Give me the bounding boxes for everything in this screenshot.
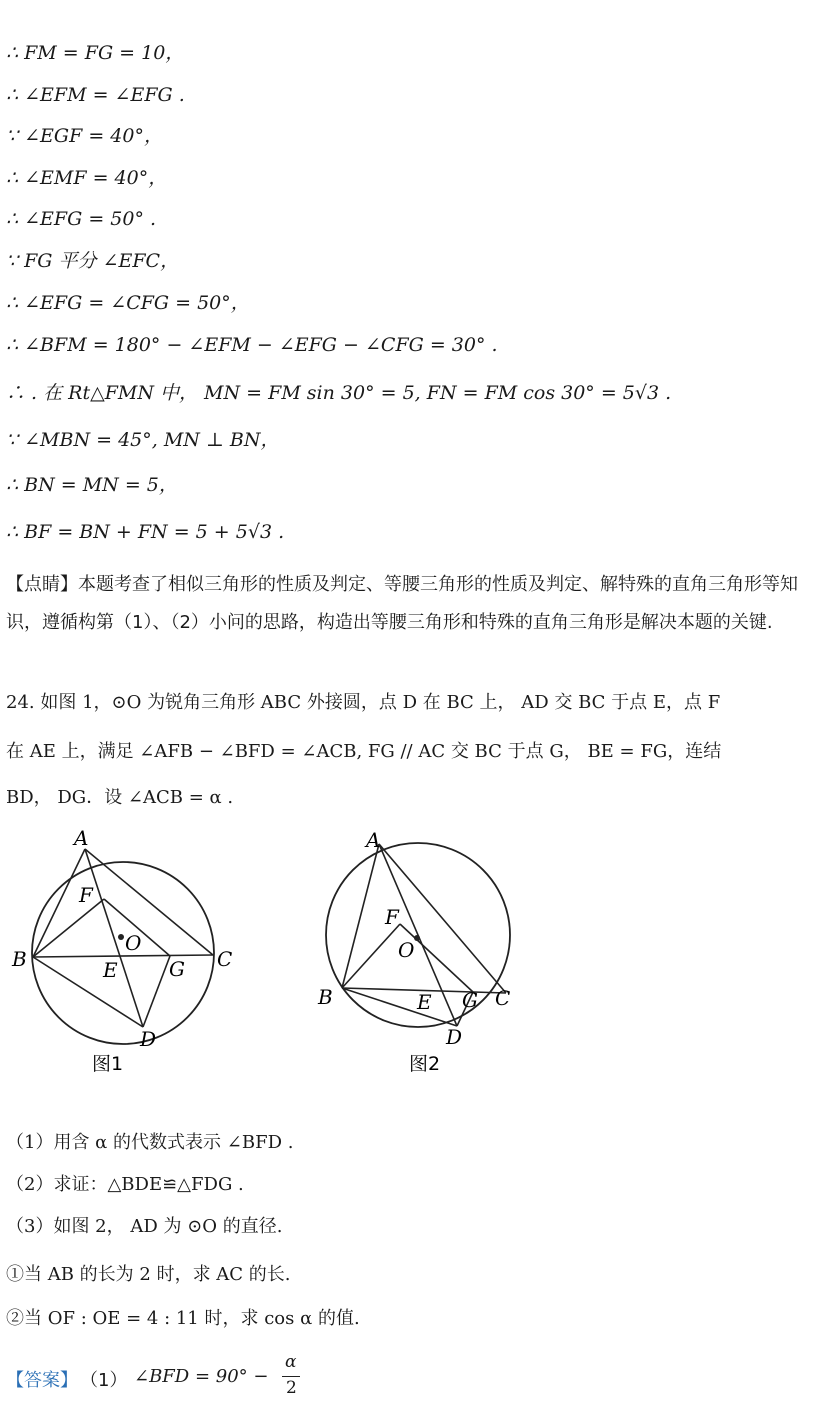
problem-line-2: 在 AE 上，满足 ∠AFB − ∠BFD = ∠ACB, FG // AC 交 BC 于点 G， BE = FG，连结 (6, 741, 722, 762)
answer-frac-bar (282, 1376, 300, 1377)
fig1-label-O: O (125, 931, 142, 955)
fig2-label-A: A (366, 828, 381, 852)
solution-line-1: ∴ FM = FG = 10， (6, 42, 185, 64)
answer-frac-den: 2 (286, 1378, 297, 1398)
comment-tag: 【点睛】 (6, 574, 78, 595)
fig1-label-B: B (12, 947, 27, 971)
solution-line-12: ∴ BF = BN + FN = 5 + 5√3 . (6, 521, 285, 543)
fig1-circle (32, 862, 214, 1044)
solution-line-8: ∴ ∠BFM = 180° − ∠EFM − ∠EFG − ∠CFG = 30° . (6, 334, 498, 356)
solution-line-5: ∴ ∠EFG = 50° . (6, 208, 157, 230)
fig2-label-G: G (462, 988, 478, 1012)
fig1-center-dot (118, 934, 124, 940)
solution-line-3: ∵ ∠EGF = 40°， (6, 125, 163, 147)
fig1-label-G: G (169, 957, 185, 981)
figure-2 (310, 820, 530, 1080)
fig2-center-dot (414, 935, 420, 941)
solution-line-11: ∴ BN = MN = 5， (6, 474, 178, 496)
fig1-label-C: C (217, 947, 233, 971)
question-3: （3）如图 2， AD 为 ⊙O 的直径. (6, 1216, 283, 1237)
fig2-label-B: B (318, 985, 333, 1009)
fig1-label-A: A (74, 826, 89, 850)
question-3-1: ①当 AB 的长为 2 时，求 AC 的长. (6, 1264, 291, 1285)
comment-text: 本题考查了相似三角形的性质及判定、等腰三角形的性质及判定、解特殊的直角三角形等知识，遵循构第（1）、（2）小问的思路，构造出等腰三角形和特殊的直角三角形是解决本题的关键. (6, 574, 798, 633)
problem-line-1: 24. 如图 1，⊙O 为锐角三角形 ABC 外接圆，点 D 在 BC 上， AD 交 BC 于点 E，点 F (6, 692, 721, 713)
solution-line-2: ∴ ∠EFM = ∠EFG . (6, 84, 185, 106)
fig2-label-O: O (398, 938, 415, 962)
solution-line-6: ∵ FG 平分 ∠EFC， (6, 250, 180, 272)
question-2: （2）求证：△BDE≌△FDG . (6, 1174, 244, 1195)
solution-line-7: ∴ ∠EFG = ∠CFG = 50°， (6, 292, 250, 314)
problem-line-3: BD， DG．设 ∠ACB = α . (6, 787, 234, 808)
fig1-label-D: D (140, 1027, 157, 1051)
fig1-label-E: E (103, 958, 118, 982)
fig2-label-C: C (495, 986, 511, 1010)
fig1-caption: 图1 (92, 1053, 124, 1075)
solution-line-9: ∴ . 在 Rt△FMN 中， MN = FM sin 30° = 5, FN = FM cos 30° = 5√3 . (6, 382, 672, 404)
fig2-label-D: D (446, 1025, 463, 1049)
question-1: （1）用含 α 的代数式表示 ∠BFD . (6, 1132, 294, 1153)
figure-1 (0, 820, 250, 1080)
answer-frac-num: α (285, 1352, 297, 1372)
comment-paragraph (6, 566, 826, 642)
answer-prefix: （1） (80, 1370, 128, 1391)
solution-line-10: ∵ ∠MBN = 45°, MN ⊥ BN， (6, 429, 280, 451)
answer-expr: ∠BFD = 90° − (134, 1366, 269, 1387)
fig2-caption: 图2 (409, 1053, 441, 1075)
question-3-2: ②当 OF : OE = 4 : 11 时，求 cos α 的值. (6, 1308, 360, 1329)
fig2-label-E: E (417, 990, 432, 1014)
solution-line-4: ∴ ∠EMF = 40°， (6, 167, 168, 189)
fig1-label-F: F (79, 883, 93, 907)
fig2-label-F: F (385, 905, 399, 929)
answer-tag: 【答案】 (6, 1370, 78, 1391)
